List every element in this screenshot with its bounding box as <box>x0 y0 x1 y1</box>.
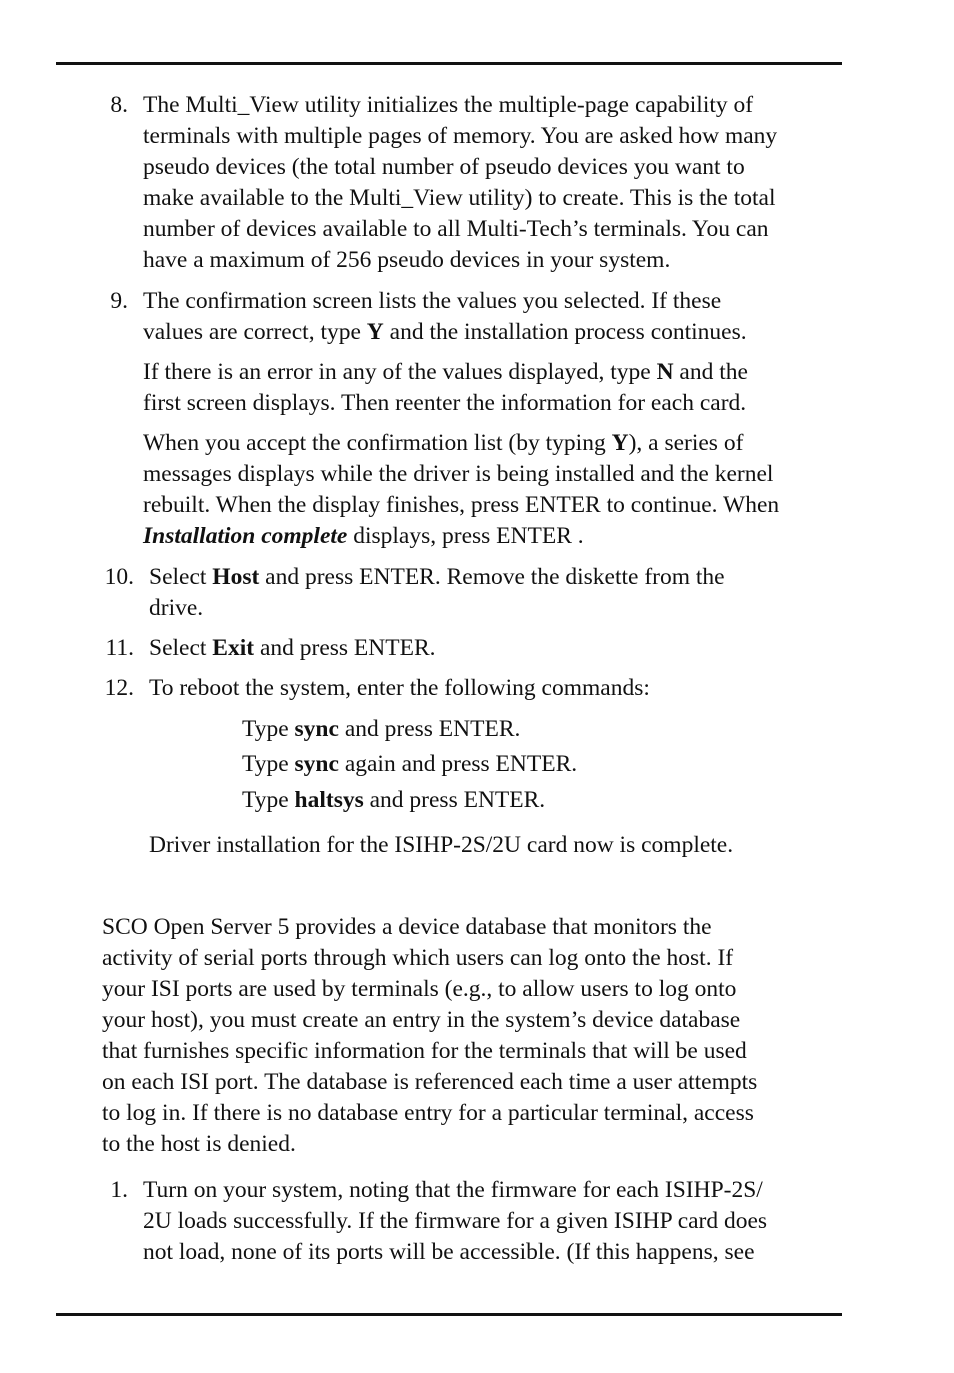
item-number: 10. <box>104 564 134 590</box>
step-1-text <box>143 1175 843 1268</box>
footer-rule <box>56 1313 842 1316</box>
item-12-text: To reboot the system, enter the following commands: <box>149 675 650 701</box>
text-line: your ISI ports are used by terminals (e.g., to allow users to log onto <box>102 976 737 1002</box>
item-11-text <box>149 633 849 664</box>
text-line: messages displays while the driver is being installed and the kernel <box>143 461 774 487</box>
key-y: Y <box>366 319 384 345</box>
text-line: your host), you must create an entry in the system’s device database <box>102 1007 741 1033</box>
item-number: 11. <box>105 635 134 661</box>
item-number: 12. <box>104 675 134 701</box>
key-n: N <box>656 359 674 385</box>
text-line: pseudo devices (the total number of pseudo devices you want to <box>143 154 745 180</box>
text-line: number of devices available to all Multi-Tech’s terminals. You can <box>143 216 769 242</box>
command-line-3: Type haltsys and press ENTER. <box>242 787 546 813</box>
menu-exit: Exit <box>212 635 255 661</box>
text-line: terminals with multiple pages of memory. You are asked how many <box>143 123 778 149</box>
item-number: 9. <box>110 288 128 314</box>
item-9-para-1 <box>143 286 843 348</box>
command-haltsys: haltsys <box>294 787 364 813</box>
item-number: 1. <box>110 1177 128 1203</box>
text-line: first screen displays. Then reenter the information for each card. <box>143 390 747 416</box>
command-sync: sync <box>294 716 339 742</box>
installation-complete-message: Installation complete <box>143 523 348 549</box>
text-line: activity of serial ports through which users can log onto the host. If <box>102 945 734 971</box>
text-line: If there is an error in any of the values displayed, type N and the <box>143 359 748 385</box>
completion-note: Driver installation for the ISIHP-2S/2U card now is complete. <box>149 832 734 858</box>
text-line: Turn on your system, noting that the firmware for each ISIHP-2S/ <box>143 1177 763 1203</box>
text-line: rebuilt. When the display finishes, press ENTER to continue. When <box>143 492 780 518</box>
menu-host: Host <box>212 564 260 590</box>
text-line: The confirmation screen lists the values you selected. If these <box>143 288 722 314</box>
header-rule <box>56 62 842 65</box>
text-line: not load, none of its ports will be accessible. (If this happens, see <box>143 1239 755 1265</box>
text-line: drive. <box>149 595 204 621</box>
text-line: to the host is denied. <box>102 1131 296 1157</box>
text-line: on each ISI port. The database is referenced each time a user attempts <box>102 1069 758 1095</box>
text-line: SCO Open Server 5 provides a device database that monitors the <box>102 914 712 940</box>
text-line: 2U loads successfully. If the firmware for a given ISIHP card does <box>143 1208 768 1234</box>
text-line: Select Host and press ENTER. Remove the diskette from the <box>149 564 725 590</box>
item-9-para-2 <box>143 357 843 419</box>
item-9-para-3 <box>143 428 843 552</box>
command-line-1: Type sync and press ENTER. <box>242 716 521 742</box>
item-number: 8. <box>110 92 128 118</box>
text-line: Installation complete displays, press ENTER . <box>143 523 584 549</box>
text-line: to log in. If there is no database entry for a particular terminal, access <box>102 1100 754 1126</box>
text-line: have a maximum of 256 pseudo devices in your system. <box>143 247 671 273</box>
text-line: When you accept the confirmation list (by typing Y), a series of <box>143 430 744 456</box>
command-line-2: Type sync again and press ENTER. <box>242 751 578 777</box>
key-y: Y <box>611 430 629 456</box>
item-10-text <box>149 562 849 624</box>
text-line: make available to the Multi_View utility) to create. This is the total <box>143 185 776 211</box>
command-sync: sync <box>294 751 339 777</box>
text-line: that furnishes specific information for the terminals that will be used <box>102 1038 747 1064</box>
text-line: values are correct, type Y and the installation process continues. <box>143 319 747 345</box>
sco-intro-paragraph <box>102 912 842 1160</box>
item-8-text <box>143 90 843 276</box>
text-line: Select Exit and press ENTER. <box>149 635 436 661</box>
text-line: The Multi_View utility initializes the multiple-page capability of <box>143 92 754 118</box>
